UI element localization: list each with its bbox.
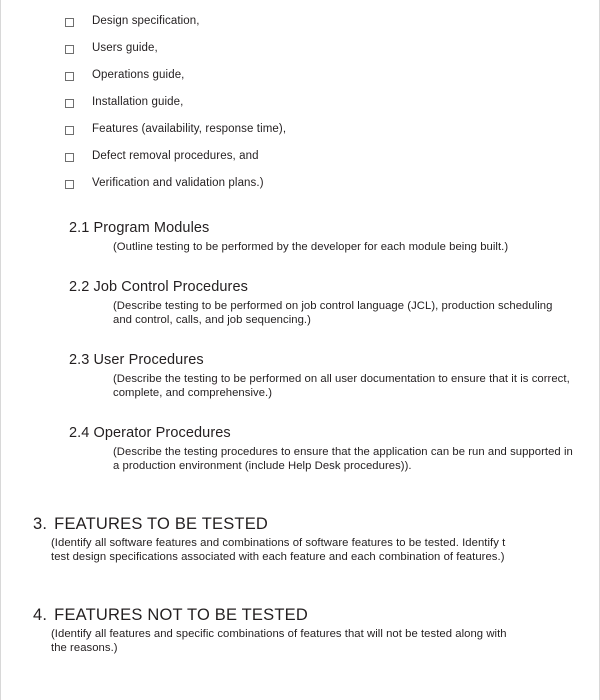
section-4 <box>23 605 579 656</box>
section-body-line: (Identify all features and specific combinations of features that will not be tested along with <box>51 627 507 640</box>
list-item <box>23 122 579 136</box>
section-number: 4. <box>33 605 48 624</box>
list-item-label: Design specification, <box>92 15 200 27</box>
subsection-heading <box>69 220 579 237</box>
subsection-body: (Describe the testing to be performed on all user documentation to ensure that it is correct, complete, and comprehensive.) <box>113 372 570 399</box>
section-body <box>33 627 585 656</box>
checkbox-icon <box>65 153 74 162</box>
list-item-label: Installation guide, <box>92 96 184 108</box>
subsection-number: 2.2 <box>69 278 90 295</box>
subsection-title: Program Modules <box>93 220 210 236</box>
section-title: FEATURES NOT TO BE TESTED <box>54 605 308 624</box>
subsection-body: (Outline testing to be performed by the developer for each module being built.) <box>113 241 509 253</box>
subsection-number: 2.3 <box>69 351 90 368</box>
list-item-label: Verification and validation plans.) <box>92 177 264 189</box>
list-item-label: Users guide, <box>92 42 158 54</box>
checkbox-icon <box>65 18 74 27</box>
list-item-label: Features (availability, response time), <box>92 123 287 135</box>
subsection-heading <box>69 425 579 442</box>
subsection-2-3 <box>23 352 579 401</box>
subsection-body: (Describe testing to be performed on job control language (JCL), production scheduling and control, calls, and job sequencing.) <box>113 299 553 326</box>
list-item <box>23 41 579 55</box>
list-item <box>23 95 579 109</box>
subsection-title: User Procedures <box>93 351 204 368</box>
subsection-2-2 <box>23 279 579 328</box>
list-item-label: Operations guide, <box>92 69 185 81</box>
subsection-number: 2.4 <box>69 424 90 441</box>
section-number: 3. <box>33 514 48 533</box>
subsection-heading <box>69 279 579 296</box>
section-body <box>33 536 585 565</box>
subsection-2-1 <box>23 220 579 255</box>
section-heading <box>33 514 579 534</box>
subsection-2-4 <box>23 425 579 474</box>
list-item <box>23 14 579 28</box>
checkbox-icon <box>65 126 74 135</box>
list-item <box>23 149 579 163</box>
checkbox-icon <box>65 45 74 54</box>
section-body-line: the reasons.) <box>51 642 118 654</box>
section-heading <box>33 605 579 625</box>
list-item-label: Defect removal procedures, and <box>92 150 259 162</box>
section-3 <box>23 514 579 565</box>
checkbox-icon <box>65 99 74 108</box>
list-item <box>23 176 579 190</box>
subsection-heading <box>69 352 579 369</box>
checkbox-icon <box>65 180 74 189</box>
checkbox-icon <box>65 72 74 81</box>
list-item <box>23 68 579 82</box>
checkbox-bullet-list <box>23 14 579 190</box>
section-title: FEATURES TO BE TESTED <box>54 514 269 533</box>
subsection-number: 2.1 <box>69 220 90 236</box>
section-body-line: (Identify all software features and combinations of software features to be tested. Identify t <box>51 536 506 549</box>
section-body-line: test design specifications associated with each feature and each combination of features.) <box>51 551 505 563</box>
document-content <box>1 0 600 656</box>
subsection-title: Operator Procedures <box>93 424 231 441</box>
subsection-title: Job Control Procedures <box>93 278 248 295</box>
subsection-body: (Describe the testing procedures to ensure that the application can be run and supported in a production environment (include Help Desk procedures)). <box>113 445 573 472</box>
